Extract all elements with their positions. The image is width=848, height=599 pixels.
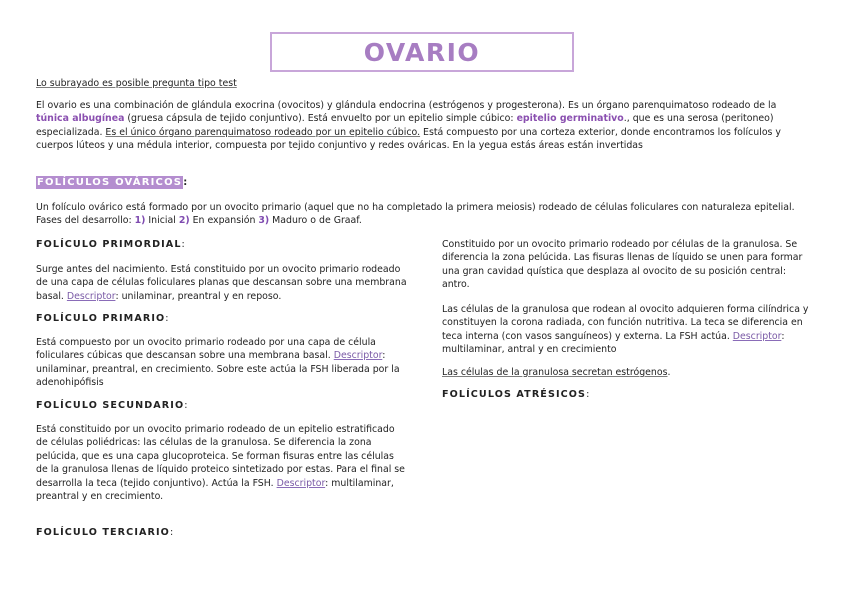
heading-atresicos-label: FOLÍCULOS ATRÉSICOS [442, 389, 587, 400]
primario-paragraph [36, 336, 408, 390]
p1-text-2: (gruesa cápsula de tejido conjuntivo). Está envuelto por un epitelio simple cúbico: [124, 113, 517, 125]
secundario-descriptor-link[interactable]: Descriptor [276, 477, 326, 489]
primordial-descriptor-link[interactable]: Descriptor [66, 290, 116, 302]
granulosa-estrogenos-sentence: Las células de la granulosa secretan estrógenos [442, 367, 668, 378]
heading-primordial-colon: : [181, 239, 186, 250]
heading-primario [36, 313, 170, 324]
phase-1-number: 1) [134, 215, 146, 227]
terciario-paragraph-1: Constituido por un ovocito primario rodeado por células de la granulosa. Se diferencia la zona pelúcida. Las fisuras llenas de líquido se unen para formar una gran cavidad quística que desplaza al ovocito de su posición central: antro. [442, 239, 803, 291]
secundario-paragraph [36, 423, 408, 503]
section-foliculos-label: FOLÍCULOS OVÁRICOS [37, 177, 183, 188]
heading-primario-colon: : [165, 313, 170, 324]
granulosa-estrogenos-period: . [667, 367, 671, 378]
terciario-descriptor-text: : multilaminar, antral y en crecimiento [442, 330, 785, 356]
phase-1-label: Inicial [145, 215, 179, 227]
epitelio-germinativo-term: epitelio germinativo [516, 113, 624, 125]
heading-secundario-label: FOLÍCULO SECUNDARIO [36, 400, 185, 411]
terciario-paragraph-3 [442, 366, 814, 379]
p2-text: Un folículo ovárico está formado por un ovocito primario (aquel que no ha completado la primera meiosis) rodeado de células foliculares con naturaleza epitelial. Fases del desarrollo: [36, 202, 795, 227]
phase-3-number: 3) [258, 215, 270, 227]
heading-atresicos [442, 389, 590, 400]
p1-underlined-sentence: Es el único órgano parenquimatoso rodeado por un epitelio cúbico. [105, 126, 421, 138]
phase-3-label: Maduro o de Graaf. [269, 215, 362, 227]
terciario-descriptor-link[interactable]: Descriptor [732, 330, 782, 342]
heading-primario-label: FOLÍCULO PRIMARIO [36, 313, 166, 324]
primordial-descriptor-text: : unilaminar, preantral y en reposo. [115, 290, 282, 302]
heading-secundario [36, 400, 189, 411]
heading-primordial-label: FOLÍCULO PRIMORDIAL [36, 239, 182, 250]
primordial-text: Surge antes del nacimiento. Está constituido por un ovocito primario rodeado de una capa de células foliculares planas que descansan sobre una membrana basal. [36, 264, 407, 302]
heading-atresicos-colon: : [586, 389, 591, 400]
heading-terciario-label: FOLÍCULO TERCIARIO [36, 527, 170, 538]
terciario-paragraph-2 [442, 303, 814, 357]
development-paragraph [36, 201, 810, 228]
section-foliculos-colon: : [183, 177, 189, 188]
intro-paragraph [36, 99, 810, 153]
tunica-albuginea-term: túnica albugínea [36, 113, 125, 125]
intro-note: Lo subrayado es posible pregunta tipo test [36, 78, 237, 89]
title-box [270, 32, 574, 72]
phase-2-label: En expansión [189, 215, 259, 227]
primario-descriptor-link[interactable]: Descriptor [333, 350, 383, 362]
heading-terciario [36, 527, 174, 538]
secundario-text: Está constituido por un ovocito primario rodeado de un epitelio estratificado de células poliédricas: las células de la granulosa. Se diferencia la zona pelúcida, que es una capa glucoproteica. Se forman fisuras entre las células de la granulosa llenas de líquido proteico sintetizado por estas. Para el final se desarrolla la teca (tejido conjuntivo). Actúa la FSH. [36, 424, 405, 489]
primario-descriptor-text: : unilaminar, preantral, en crecimiento. Sobre este actúa la FSH liberada por la adenohipófisis [36, 350, 400, 389]
primario-text: Está compuesto por un ovocito primario rodeado por una capa de célula foliculares cúbicas que descansan sobre una membrana basal. [36, 337, 376, 362]
page-title: OVARIO [363, 37, 481, 67]
p1-text-4: Está compuesto por una corteza exterior, donde encontramos los folículos y cuerpos lúteos y una médula interior, compuesta por tejido conjuntivo y redes ováricas. En la yegua estás áreas están invertidas [36, 126, 781, 152]
primordial-paragraph [36, 263, 408, 303]
p1-text-3: ., que es una serosa (peritoneo) especializada. [36, 113, 774, 138]
heading-terciario-colon: : [169, 527, 175, 538]
heading-primordial [36, 239, 186, 250]
section-foliculos-ovaricos [36, 177, 188, 188]
phase-2-number: 2) [178, 215, 190, 227]
p1-text-1: El ovario es una combinación de glándula exocrina (ovocitos) y glándula endocrina (estrógenos y progesterona). Es un órgano parenquimatoso rodeado de la [36, 100, 777, 111]
secundario-descriptor-text: : multilaminar, preantral y en crecimiento. [36, 477, 394, 503]
terciario-p2-text: Las células de la granulosa que rodean al ovocito adquieren forma cilíndrica y constituyen la corona radiada, con función nutritiva. La teca se diferencia en teca interna (con vasos sanguíneos) y externa. La FSH actúa. [442, 304, 809, 342]
heading-secundario-colon: : [184, 400, 189, 411]
